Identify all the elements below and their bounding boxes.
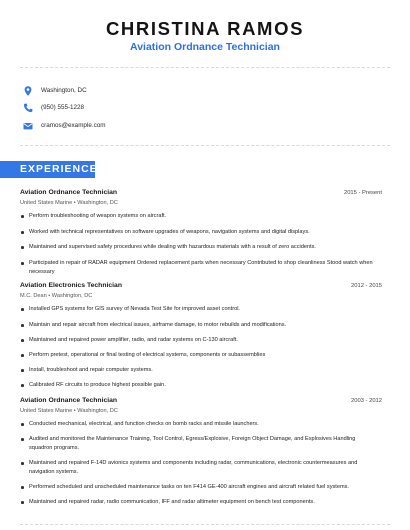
contact-email [22,119,105,131]
contact-divider [20,145,390,146]
job-dates: 2003 - 2012 [351,398,382,404]
job-title: Aviation Ordnance Technician [20,397,118,404]
contact-phone [22,101,84,113]
candidate-title: Aviation Ordnance Technician [130,41,280,53]
candidate-name: CHRISTINA RAMOS [105,18,305,39]
job-bullet: Maintained and supervised safety procedures while dealing with hazardous materials with a result of zero accidents. [20,243,380,252]
job-title: Aviation Electronics Technician [20,282,122,289]
job-bullet: Audited and monitored the Maintenance Training, Tool Control, Egress/Explosive, Foreign Object Damage, and Explosives Handling squadron programs. [20,435,380,452]
job-dates: 2015 - Present [343,190,382,196]
job-bullet: Maintained and repaired radar, radio communication, IFF and radar altimeter equipment on bench test components. [20,498,380,507]
phone-icon [22,101,34,113]
job-company: United States Marine • Washington, DC [20,200,118,206]
job-bullet: Installed GPS systems for GIS survey of Nevada Test Site for improved asset control. [20,305,380,314]
job-title: Aviation Ordnance Technician [20,189,118,196]
job-dates: 2012 - 2015 [351,283,382,289]
job-bullet: Performed scheduled and unscheduled maintenance tasks on ten F414 GE-400 aircraft engines and aircraft related fuel systems. [20,483,380,492]
envelope-icon [22,119,34,131]
job-bullet: Install, troubleshoot and repair computer systems. [20,366,380,375]
location-text: Washington, DC [41,86,87,94]
job-bullet: Maintained and repaired F-14D avionics systems and components including radar, communications, electronic countermeasures and navigation systems. [20,459,380,476]
job-company: M.C. Dean • Washington, DC [20,293,93,299]
job-bullet: Conducted mechanical, electrical, and function checks on bomb racks and missile launchers. [20,420,380,429]
job-bullet: Perform pretest, operational or final testing of electrical systems, components or subassemblies [20,351,380,360]
job-company: United States Marine • Washington, DC [20,408,118,414]
contact-location [22,84,87,96]
map-pin-icon [22,84,34,96]
phone-text: (950) 555-1228 [41,103,85,111]
job-bullet: Worked with technical representatives on software upgrades of weapons, navigation systems and digital displays. [20,228,380,237]
job-bullet: Maintain and repair aircraft from electrical issues, airframe damage, to motor rebuilds and modifications. [20,321,380,330]
job-bullet: Perform troubleshooting of weapon systems on aircraft. [20,212,380,221]
header-divider [20,67,390,68]
section-heading-experience: EXPERIENCE [0,161,95,178]
job-bullet: Calibrated RF circuits to produce highest possible gain. [20,381,380,390]
job-bullet: Participated in repair of RADAR equipment Ordered replacement parts when necessary Contributed to shop cleanliness Stood watch when necessary [20,259,380,276]
email-text: cramos@example.com [41,121,106,129]
job-bullet: Maintained and repaired power amplifier, radio, and radar systems on C-130 aircraft. [20,336,380,345]
footer-divider [20,524,390,525]
